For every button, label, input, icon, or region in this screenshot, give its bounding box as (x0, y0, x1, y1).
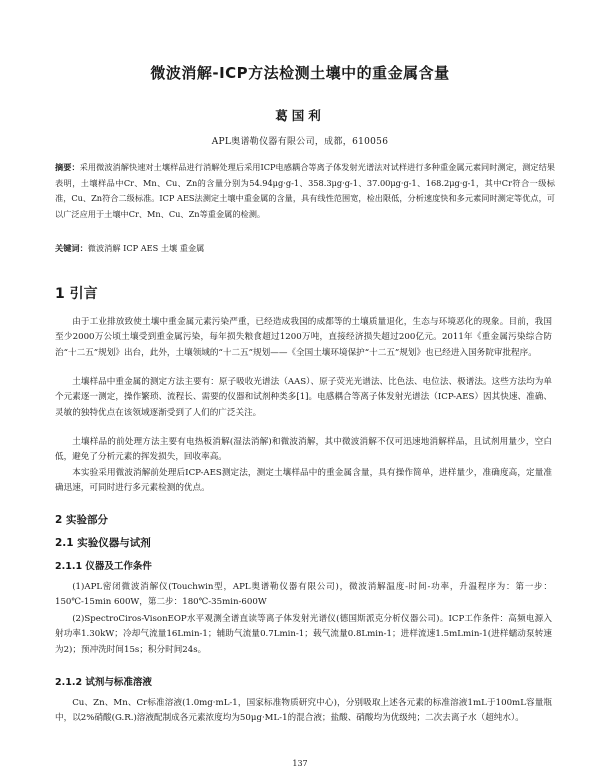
subsection-heading-2-1-2: 2.1.2 试剂与标准溶液 (55, 677, 152, 688)
abstract-label: 摘要： (55, 162, 80, 172)
section-heading-experiment: 2 实验部分 (55, 514, 108, 526)
author-name: 葛国利 (275, 108, 325, 123)
section-heading-introduction: 1 引言 (55, 286, 98, 302)
abstract-text: 采用微波消解快速对土壤样品进行消解处理后采用ICP电感耦合等离子体发射光谱法对试样进行多种重金属元素同时测定，测定结果表明，土壤样品中Cr、Mn、Cu、Zn的含量分别为54.94μg·g-1、358.3μg·g-1、37.00μg·g-1、168.2μg·g-1，其中Cr符合一级标准，Cu、Zn符合二级标准。ICP AES法测定土壤中重金属的含量，具有线性范围宽，检出限低，分析速度快和多元素同时测定等优点，可以广泛应用于土壤中Cr、Mn、Cu、Zn等重金属的检测。 (55, 162, 555, 219)
subsection-heading-2-1: 2.1 实验仪器与试剂 (55, 537, 151, 549)
intro-paragraph-2: 土壤样品中重金属的测定方法主要有：原子吸收光谱法（AAS）、原子荧光光谱法、比色法、电位法、极谱法。这些方法均为单个元素逐一测定，操作繁琐、流程长、需要的仪器和试剂种类多[1]。电感耦合等离子体发射光谱法（ICP-AES）因其快速、准确、灵敏的独特优点在该领域逐渐受到了人们的广泛关注。 (55, 377, 552, 418)
abstract (55, 160, 555, 222)
affiliation: APL奥谱勒仪器有限公司，成都，610056 (211, 137, 389, 147)
intro-paragraph-1: 由于工业排放致使土壤中重金属元素污染严重，已经造成我国的成都等的土壤质量退化，生态与环境恶化的现象。目前，我国至少2000万公顷土壤受到重金属污染，每年损失粮食超过1200万吨，直接经济损失超过200亿元。2011年《重金属污染综合防治“十二五”规划》出台，此外，土壤领域的“十二五”规划——《全国土壤环境保护“十二五”规划》也已经进入国务院审批程序。 (55, 317, 552, 358)
keywords-label: 关键词： (55, 243, 88, 253)
subsection-heading-2-1-1: 2.1.1 仪器及工作条件 (55, 561, 152, 572)
keywords-text: 微波消解 ICP AES 土壤 重金属 (87, 243, 205, 253)
intro-paragraph-4: 本实验采用微波消解前处理后ICP-AES测定法，测定土壤样品中的重金属含量，具有操作简单，进样量少，准确度高，定量准确迅速，可同时进行多元素检测的优点。 (55, 468, 552, 494)
intro-paragraph-3: 土壤样品的前处理方法主要有电热板消解(湿法消解)和微波消解，其中微波消解不仅可迅速地消解样品，且试剂用量少，空白低，避免了分析元素的挥发损失，回收率高。 (55, 437, 552, 463)
instrument-paragraph-1: (1)APL密闭微波消解仪(Touchwin型，APL奥谱勒仪器有限公司)，微波消解温度-时间-功率，升温程序为：第一步：150℃-15min 600W，第二步：180℃-35min-600W (55, 582, 552, 608)
paper-title: 微波消解-ICP方法检测土壤中的重金属含量 (150, 64, 450, 82)
instrument-paragraph-2: (2)SpectroCiros-VisonEOP水平观测全谱直读等离子体发射光谱仪(德国斯派克分析仪器公司)。ICP工作条件：高频电源入射功率1.30kW；冷却气流量16Lmin-1；辅助气流量0.7Lmin-1；载气流量0.8Lmin-1；进样流速1.5mLmin-1(进样蠕动泵转速为2)；预冲洗时间15s；积分时间24s。 (55, 614, 552, 655)
keywords (55, 241, 555, 255)
page-number: 137 (292, 759, 308, 768)
reagent-paragraph-1: Cu、Zn、Mn、Cr标准溶液(1.0mg·mL-1，国家标准物质研究中心)，分别吸取上述各元素的标准溶液1mL于100mL容量瓶中，以2%硝酸(G.R.)溶液配制成各元素浓度均为50μg·ML-1的混合液；盐酸、硝酸均为优级纯；二次去离子水（超纯水）。 (55, 698, 552, 724)
